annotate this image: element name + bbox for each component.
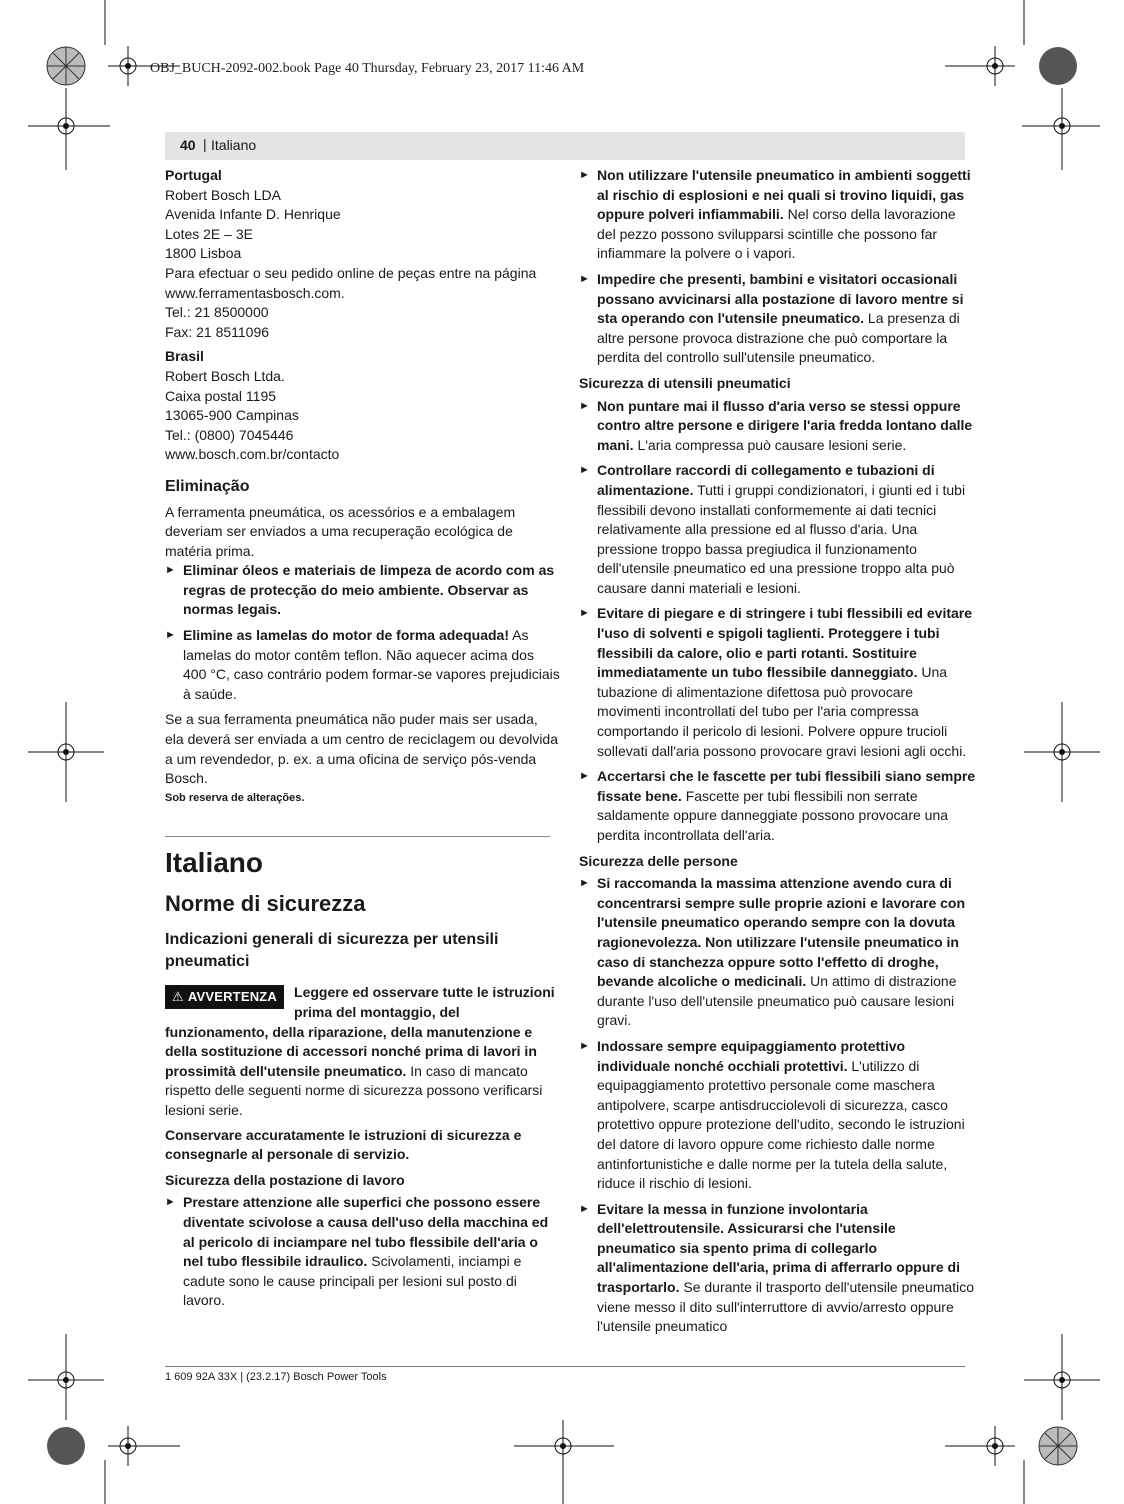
portugal-address bbox=[165, 186, 560, 343]
bullet-bold-text: Prestare attenzione alle superfici che possono essere diventate scivolose a causa dell'uso della macchina ed al pericolo di inciampare nel tubo flessibile dell'aria o nel tubo flessibile idraulico. bbox=[183, 1194, 549, 1270]
pneumatic-safety-heading: Sicurezza di utensili pneumatici bbox=[579, 374, 791, 391]
warning-paragraph bbox=[165, 983, 560, 1120]
bullet-bold-text: Non puntare mai il flusso d'aria verso se stessi oppure contro altre persone e dirigere l'aria fredda lontano dalle mani. bbox=[597, 397, 973, 453]
address-line: 13065-900 Campinas bbox=[165, 407, 299, 424]
registration-disc-bl bbox=[47, 1427, 85, 1465]
registration-disc-br bbox=[1039, 1427, 1077, 1465]
bullet-bold-text: Evitare di piegare e di stringere i tubi flessibili ed evitare l'uso di solventi e spigoli taglienti. Proteggere i tubi flessibili da calore, olio e parti rotanti. Sostituire immediatamente un tubo flessibile danneggiato. bbox=[597, 605, 973, 681]
bullet-bold-text: Elimine as lamelas do motor de forma adequada! bbox=[183, 627, 509, 644]
eliminacao-heading: Eliminação bbox=[165, 477, 250, 495]
safety-bullet bbox=[579, 767, 976, 845]
bullet-bold-text: Evitare la messa in funzione involontaria dell'elettroutensile. Assicurarsi che l'utensile pneumatico sia spento prima di collegarlo all'alimentazione dell'aria, prima di afferrarlo oppure di trasportarlo. bbox=[597, 1200, 960, 1296]
address-line: Lotes 2E – 3E bbox=[165, 225, 253, 242]
safety-bullet bbox=[579, 461, 976, 598]
footer-divider bbox=[165, 1366, 965, 1367]
bullet-text: Tutti i gruppi condizionatori, i giunti ed i tubi flessibili devono installati conformemente ai dati tecnici relativamente alla pressione ed al flusso d'aria. Una pressione troppo bassa pregiudica il funzionamento dell'utensile pneumatico ed una pressione troppo alta può causare danni materiali e lesioni. bbox=[597, 481, 966, 596]
section-divider bbox=[165, 836, 550, 837]
eliminacao-intro: A ferramenta pneumática, os acessórios e a embalagem deveriam ser enviados a uma recuperação ecológica de matéria prima. bbox=[165, 503, 516, 559]
safety-bullet bbox=[579, 270, 976, 368]
personal-safety-heading: Sicurezza delle persone bbox=[579, 852, 738, 869]
brasil-heading: Brasil bbox=[165, 348, 204, 365]
eliminacao-bullet bbox=[165, 626, 560, 704]
bullet-text: L'aria compressa può causare lesioni serie. bbox=[633, 436, 907, 453]
brasil-address bbox=[165, 367, 560, 465]
safety-bullet bbox=[579, 397, 976, 456]
bullet-bold-text: Controllare raccordi di collegamento e tubazioni di alimentazione. bbox=[597, 462, 935, 498]
bullet-bold-text: Si raccomanda la massima attenzione avendo cura di concentrarsi sempre sulle proprie azioni e lavorare con l'utensile pneumatico operando sempre con la dovuta ragionevolezza. Non utilizzare l'utensile pneumatico in caso di stanchezza oppure sotto l'effetto di droghe, bevande alcoliche o medicinali. bbox=[597, 875, 966, 990]
postazione-heading: Sicurezza della postazione di lavoro bbox=[165, 1171, 405, 1188]
warning-bold-text: Leggere ed osservare tutte le istruzioni prima del montaggio, del funzionamento, della riparazione, della manutenzione e della sostituzione di accessori nonché prima di lavori in prossimità dell'utensile pneumatico. bbox=[165, 984, 555, 1079]
address-line: Avenida Infante D. Henrique bbox=[165, 206, 341, 223]
address-line: Robert Bosch Ltda. bbox=[165, 367, 285, 384]
bullet-arrow-icon: ► bbox=[579, 169, 590, 181]
page-number: 40 bbox=[180, 137, 196, 153]
bullet-bold-text: Impedire che presenti, bambini e visitatori occasionali possano avvicinarsi alla postazione di lavoro mentre si sta operando con l'utensile pneumatico. bbox=[597, 270, 964, 327]
bullet-arrow-icon: ► bbox=[579, 399, 590, 412]
bullet-arrow-icon: ► bbox=[579, 1202, 590, 1215]
bullet-arrow-icon: ► bbox=[579, 770, 590, 783]
bullet-bold-text: Accertarsi che le fascette per tubi flessibili siano sempre fissate bene. bbox=[597, 768, 976, 804]
eliminacao-bullet bbox=[165, 561, 560, 620]
bullet-text: Se durante il trasporto dell'utensile pneumatico viene messo il dito sull'interruttore di avvio/arresto oppure l'utensile pneumatico bbox=[597, 1279, 974, 1335]
address-line: Robert Bosch LDA bbox=[165, 186, 281, 203]
warning-text: In caso di mancato rispetto delle seguenti norme di sicurezza possono verificarsi lesioni serie. bbox=[165, 1062, 543, 1118]
registration-disc-tr bbox=[1039, 47, 1077, 85]
page-header bbox=[165, 132, 965, 160]
bullet-bold-text: Indossare sempre equipaggiamento protettivo individuale nonché occhiali protettivi. bbox=[597, 1037, 906, 1074]
norme-heading: Norme di sicurezza bbox=[165, 891, 366, 917]
header-separator: | bbox=[203, 136, 207, 152]
bullet-arrow-icon: ► bbox=[579, 607, 590, 620]
bullet-arrow-icon: ► bbox=[579, 272, 590, 285]
address-line: Caixa postal 1195 bbox=[165, 387, 277, 404]
portugal-heading: Portugal bbox=[165, 167, 222, 183]
address-line: www.bosch.com.br/contacto bbox=[165, 446, 340, 463]
language-title: Italiano bbox=[165, 847, 264, 879]
safety-bullet bbox=[579, 166, 976, 264]
postazione-bullet bbox=[165, 1193, 560, 1311]
indicazioni-heading: Indicazioni generali di sicurezza per utensili pneumatici bbox=[165, 931, 499, 971]
bullet-bold-text: Eliminar óleos e materiais de limpeza de acordo com as regras de protecção do meio ambiente. Observar as normas legais. bbox=[183, 562, 555, 618]
bullet-arrow-icon: ► bbox=[579, 1039, 590, 1052]
address-line: Fax: 21 8511096 bbox=[165, 323, 270, 340]
bullet-text: As lamelas do motor contêm teflon. Não aquecer acima dos 400 °C, caso contrário podem formar-se vapores prejudiciais à saúde. bbox=[183, 627, 560, 702]
print-job-header: OBJ_BUCH-2092-002.book Page 40 Thursday, February 23, 2017 11:46 AM bbox=[150, 61, 585, 76]
bullet-arrow-icon: ► bbox=[579, 464, 590, 477]
bullet-arrow-icon: ► bbox=[579, 877, 590, 890]
page-footer: 1 609 92A 33X | (23.2.17) Bosch Power Tools bbox=[165, 1371, 387, 1383]
bullet-text: L'utilizzo di equipaggiamento protettivo personale come maschera antipolvere, scarpe antisdrucciolevoli di sicurezza, casco protettivo oppure protezione dell'udito, secondo le istruzioni del datore di lavoro oppure come richiesto dalle norme antinfortunistiche e dalle norme per la tutela della salute, riduce il rischio di lesioni. bbox=[597, 1057, 965, 1192]
bullet-text: La presenza di altre persone provoca distrazione che può comportare la perdita del controllo sull'utensile pneumatico. bbox=[597, 310, 960, 366]
reserva-note: Sob reserva de alterações. bbox=[165, 791, 305, 804]
bullet-arrow-icon: ► bbox=[165, 629, 176, 642]
address-line: 1800 Lisboa bbox=[165, 245, 242, 262]
warning-triangle-icon: ⚠ bbox=[172, 989, 184, 1005]
bullet-arrow-icon: ► bbox=[165, 564, 176, 577]
warning-label: AVVERTENZA bbox=[187, 989, 278, 1005]
bullet-text: Un attimo di distrazione durante l'uso dell'utensile pneumatico può causare lesioni gravi. bbox=[597, 973, 957, 1029]
right-column bbox=[579, 166, 976, 1343]
safety-bullet bbox=[579, 1037, 976, 1194]
warning-badge bbox=[165, 985, 284, 1009]
bullet-bold-text: Non utilizzare l'utensile pneumatico in ambienti soggetti al rischio di esplosioni e nei quali si trovino liquidi, gas oppure polveri infiammabili. bbox=[597, 167, 971, 223]
safety-bullet bbox=[579, 874, 976, 1031]
conservare-note: Conservare accuratamente le istruzioni di sicurezza e consegnarle al personale di servizio. bbox=[165, 1126, 522, 1163]
eliminacao-outro: Se a sua ferramenta pneumática não puder mais ser usada, ela deverá ser enviada a um centro de reciclagem ou devolvida a um revendedor, p. ex. a uma oficina de serviço pós-venda Bosch. bbox=[165, 711, 559, 787]
safety-bullet bbox=[579, 1200, 976, 1337]
bullet-arrow-icon: ► bbox=[165, 1196, 176, 1209]
address-line: Para efectuar o seu pedido online de peças entre na página www.ferramentasbosch.com. bbox=[165, 264, 537, 301]
address-line: Tel.: (0800) 7045446 bbox=[165, 426, 294, 443]
bullet-text: Nel corso della lavorazione del pezzo possono svilupparsi scintille che possono far infiammare la polvere o i vapori. bbox=[597, 206, 956, 262]
header-language: Italiano bbox=[211, 137, 257, 153]
registration-disc-tl bbox=[47, 47, 85, 85]
bullet-text: Fascette per tubi flessibili non serrate saldamente oppure danneggiate possono provocare una perdita incontrollata dell'aria. bbox=[597, 787, 949, 843]
left-column bbox=[165, 166, 560, 1317]
address-line: Tel.: 21 8500000 bbox=[165, 304, 269, 321]
bullet-text: Una tubazione di alimentazione difettosa può provocare movimenti incontrollati del tubo per l'aria compressa comportando il pericolo di lesioni. Polvere oppure trucioli sollevati dall'aria possono provocare gravi lesioni agli occhi. bbox=[597, 664, 967, 759]
bullet-text: Scivolamenti, inciampi e cadute sono le cause principali per lesioni sul posto di lavoro. bbox=[183, 1253, 522, 1309]
safety-bullet bbox=[579, 604, 976, 761]
